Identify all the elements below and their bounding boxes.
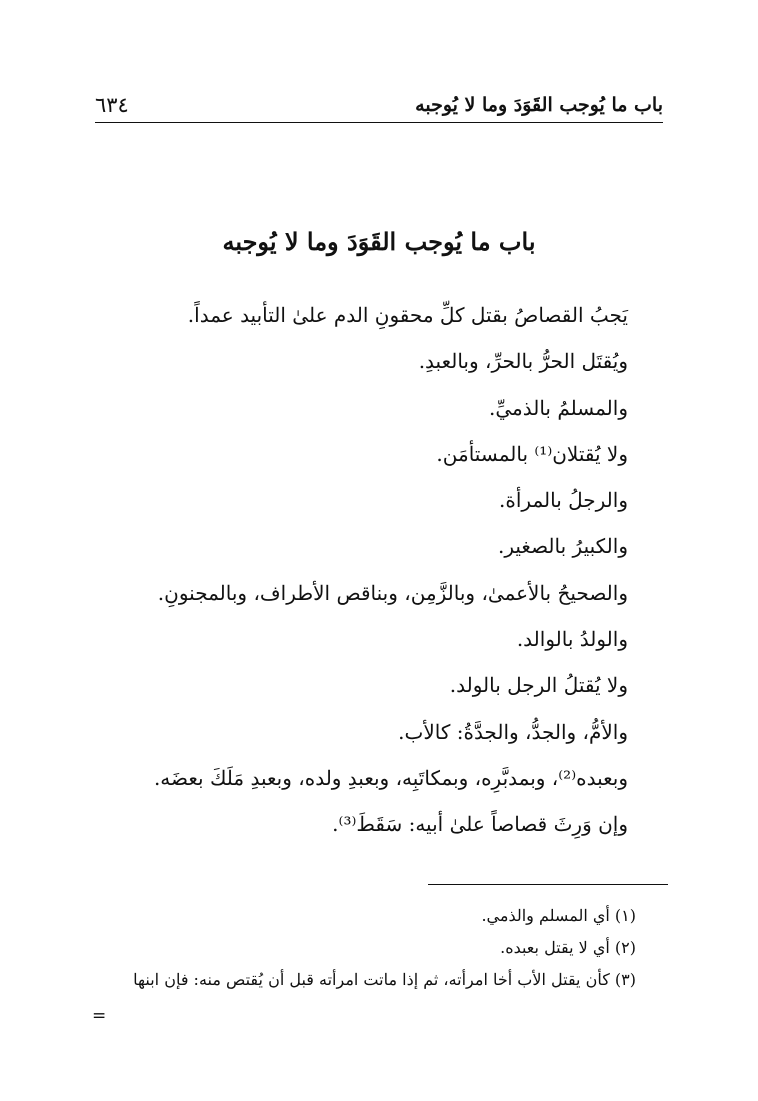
body-line: ويُقتَل الحرُّ بالحرِّ، وبالعبدِ. (418, 349, 628, 374)
footnotes (76, 900, 636, 996)
body-line: والكبيرُ بالصغير. (498, 534, 628, 559)
continuation-mark: = (92, 1006, 107, 1026)
body-line: والمسلمُ بالذميِّ. (489, 395, 628, 420)
body-line: وإن وَرِثَ قصاصاً علىٰ أبيه: سَقَطَ⁽³⁾. (332, 812, 628, 837)
body-line: وبعبده⁽²⁾، وبمدبَّرِه، وبمكاتَبِه، وبعبدِ ولده، وبعبدِ مَلَكَ بعضَه. (153, 765, 628, 790)
footnote: (٢) أي لا يقتل بعبده. (500, 938, 636, 957)
body-line: ولا يُقتلُ الرجل بالولد. (449, 673, 628, 698)
body-line: ولا يُقتلان⁽¹⁾ بالمستأمَن. (436, 441, 628, 466)
running-header-title: باب ما يُوجب القَوَدَ وما لا يُوجبه (415, 94, 663, 116)
body-line: والرجلُ بالمرأة. (499, 488, 628, 513)
body-line: يَجبُ القصاصُ بقتل كلِّ محقونِ الدم علىٰ التأبيد عمداً. (187, 303, 628, 327)
body-line: والأمُّ، والجدُّ، والجدَّةُ: كالأب. (398, 719, 628, 744)
footnote: (١) أي المسلم والذمي. (481, 906, 636, 925)
footnote: (٣) كأن يقتل الأب أخا امرأته، ثم إذا ماتت امرأته قبل أن يُقتص منه: فإن ابنها (133, 970, 636, 989)
body-line: والولدُ بالوالد. (516, 627, 628, 652)
running-header (95, 92, 663, 123)
chapter-title: باب ما يُوجب القَوَدَ وما لا يُوجبه (222, 227, 536, 256)
footnote-divider (428, 884, 668, 885)
body-text (88, 292, 628, 848)
body-line: والصحيحُ بالأعمىٰ، وبالزَّمِن، وبناقص الأطراف، وبالمجنونِ. (157, 580, 628, 605)
page-number: ٦٣٤ (95, 93, 129, 117)
